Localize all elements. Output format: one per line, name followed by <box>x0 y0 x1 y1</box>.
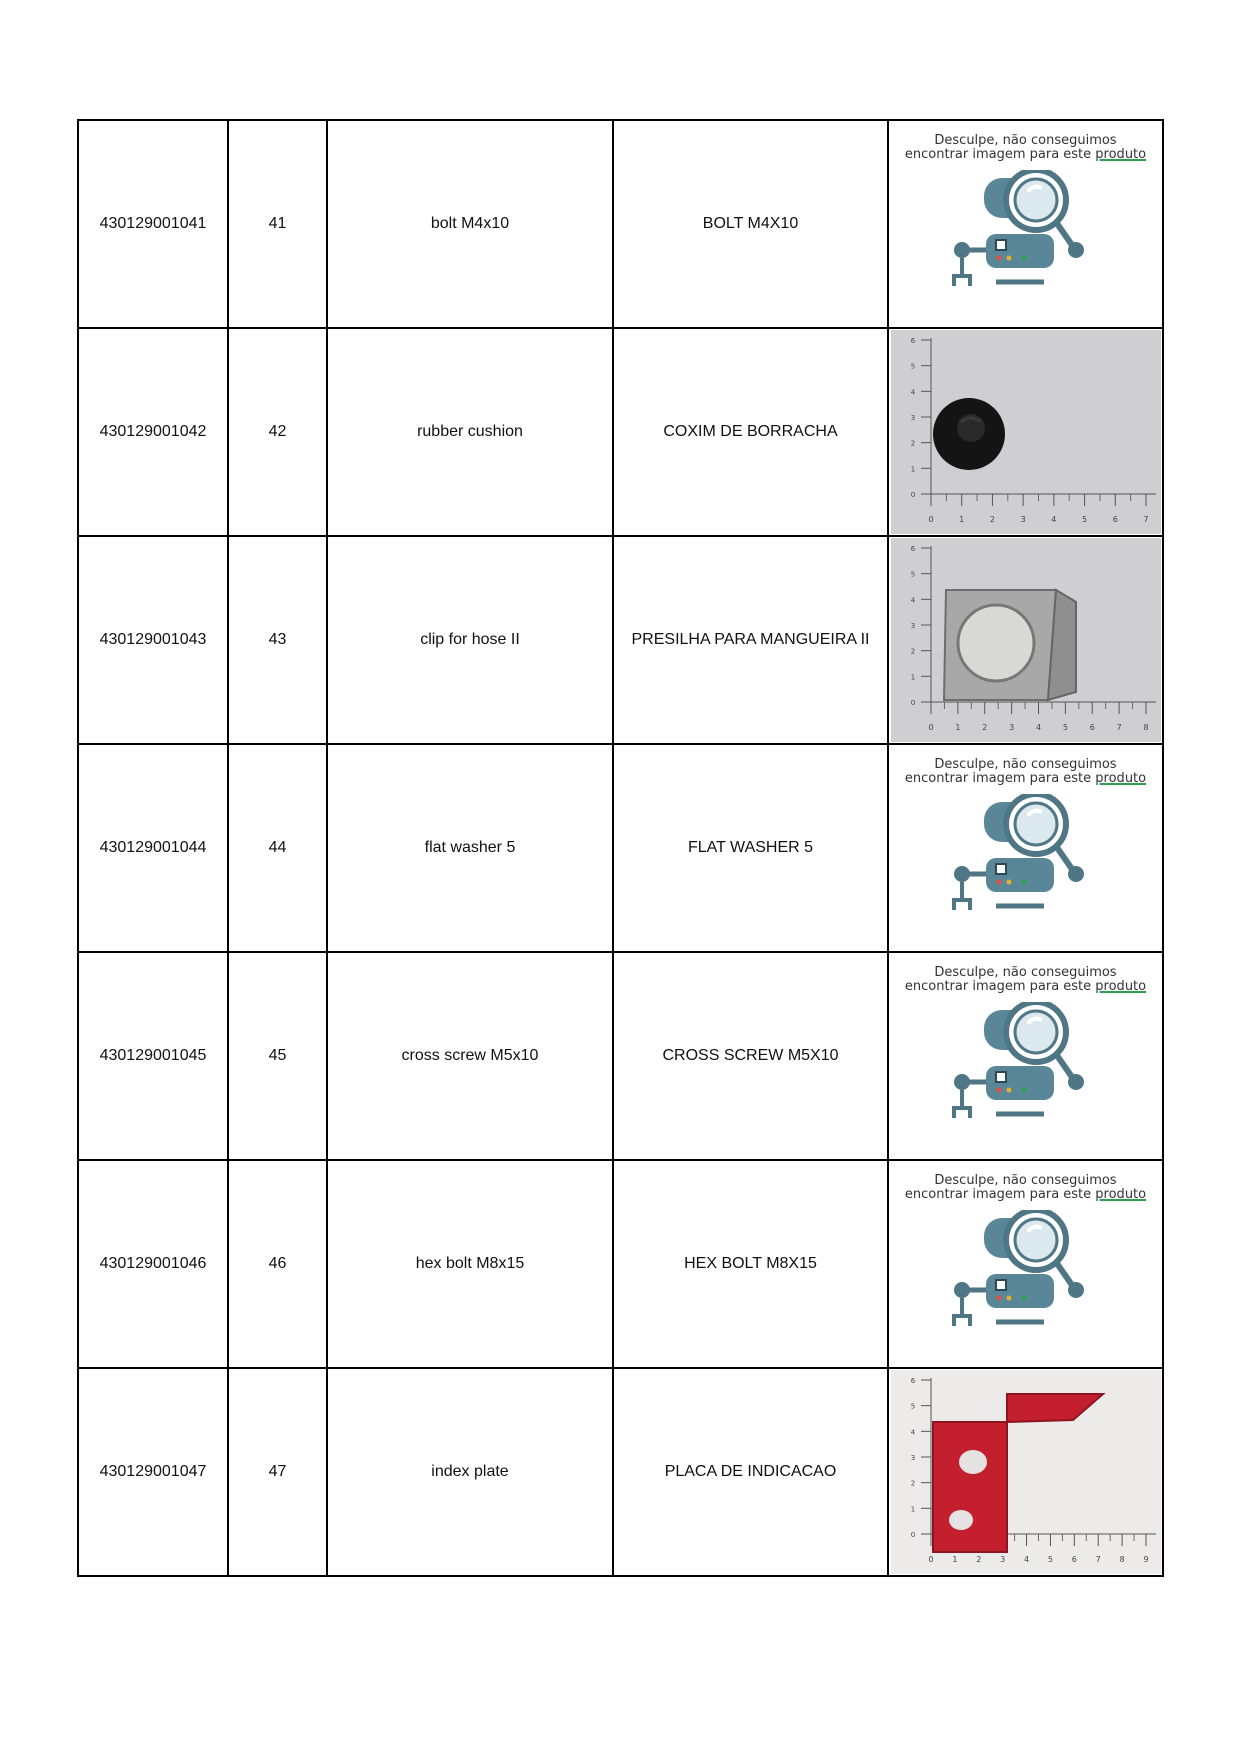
svg-text:8: 8 <box>1119 1555 1125 1564</box>
table-row <box>78 1160 1163 1368</box>
description-en-cell: flat washer 5 <box>327 744 613 952</box>
svg-text:8: 8 <box>1142 723 1149 732</box>
no-image-line2-text: encontrar imagem para este <box>904 979 1096 994</box>
svg-text:5: 5 <box>1047 1555 1053 1564</box>
robot-magnifier-icon <box>946 170 1106 320</box>
description-pt-cell: BOLT M4X10 <box>613 120 888 328</box>
robot-magnifier-icon <box>946 1002 1106 1152</box>
svg-text:3: 3 <box>910 622 915 630</box>
svg-text:6: 6 <box>1112 515 1118 524</box>
photo-rubber-cushion <box>891 330 1161 534</box>
item-number-cell: 44 <box>228 744 327 952</box>
svg-text:4: 4 <box>1023 1555 1029 1564</box>
no-image-line2 <box>891 1188 1161 1202</box>
svg-text:3: 3 <box>999 1555 1005 1564</box>
no-image-placeholder <box>891 122 1161 326</box>
table-row <box>78 744 1163 952</box>
part-image-cell <box>888 1368 1163 1576</box>
part-code-cell: 430129001041 <box>78 120 228 328</box>
table-row <box>78 952 1163 1160</box>
no-image-line1: Desculpe, não conseguimos <box>934 1173 1117 1188</box>
no-image-placeholder <box>891 1162 1161 1366</box>
svg-text:4: 4 <box>910 596 915 605</box>
svg-text:5: 5 <box>1081 515 1087 524</box>
svg-text:7: 7 <box>1142 515 1149 524</box>
description-pt-cell: HEX BOLT M8X15 <box>613 1160 888 1368</box>
table-row <box>78 328 1163 536</box>
no-image-line2 <box>891 980 1161 994</box>
part-image-cell <box>888 328 1163 536</box>
table-row <box>78 120 1163 328</box>
svg-text:4: 4 <box>910 388 915 397</box>
part-image-cell <box>888 952 1163 1160</box>
svg-text:5: 5 <box>910 362 915 371</box>
no-image-product-link: produto <box>1095 147 1147 162</box>
description-pt-cell: PRESILHA PARA MANGUEIRA II <box>613 536 888 744</box>
svg-text:5: 5 <box>1062 723 1068 732</box>
svg-text:1: 1 <box>910 1505 915 1514</box>
svg-text:2: 2 <box>981 723 987 732</box>
svg-text:3: 3 <box>1008 723 1014 732</box>
no-image-line2-text: encontrar imagem para este <box>904 147 1096 162</box>
svg-text:3: 3 <box>910 414 915 422</box>
svg-text:2: 2 <box>910 1479 915 1488</box>
item-number-cell: 42 <box>228 328 327 536</box>
no-image-product-link: produto <box>1095 771 1147 786</box>
svg-text:0: 0 <box>910 699 915 707</box>
svg-text:1: 1 <box>910 673 915 682</box>
part-code-cell: 430129001042 <box>78 328 228 536</box>
svg-text:0: 0 <box>927 1555 934 1564</box>
svg-text:4: 4 <box>1035 723 1041 732</box>
no-image-line1: Desculpe, não conseguimos <box>934 133 1117 148</box>
svg-text:6: 6 <box>910 1377 915 1385</box>
svg-text:6: 6 <box>910 337 915 345</box>
svg-text:5: 5 <box>910 570 915 579</box>
part-image-cell <box>888 744 1163 952</box>
no-image-message <box>891 966 1161 994</box>
svg-text:6: 6 <box>1071 1555 1077 1564</box>
photo-index-plate <box>891 1370 1161 1574</box>
description-en-cell: clip for hose II <box>327 536 613 744</box>
part-image-cell <box>888 120 1163 328</box>
svg-text:7: 7 <box>1116 723 1122 732</box>
svg-text:0: 0 <box>910 1531 915 1539</box>
no-image-product-link: produto <box>1095 979 1147 994</box>
svg-text:9: 9 <box>1142 1555 1149 1564</box>
svg-text:4: 4 <box>1050 515 1056 524</box>
no-image-message <box>891 758 1161 786</box>
part-image-cell <box>888 1160 1163 1368</box>
part-code-cell: 430129001046 <box>78 1160 228 1368</box>
svg-text:0: 0 <box>927 723 934 732</box>
no-image-placeholder <box>891 954 1161 1158</box>
svg-text:6: 6 <box>910 545 915 553</box>
no-image-placeholder <box>891 746 1161 950</box>
no-image-line2-text: encontrar imagem para este <box>904 771 1096 786</box>
no-image-line1: Desculpe, não conseguimos <box>934 965 1117 980</box>
description-en-cell: rubber cushion <box>327 328 613 536</box>
description-pt-cell: PLACA DE INDICACAO <box>613 1368 888 1576</box>
svg-text:2: 2 <box>910 439 915 448</box>
part-code-cell: 430129001047 <box>78 1368 228 1576</box>
description-en-cell: cross screw M5x10 <box>327 952 613 1160</box>
svg-text:3: 3 <box>910 1454 915 1462</box>
item-number-cell: 45 <box>228 952 327 1160</box>
description-en-cell: bolt M4x10 <box>327 120 613 328</box>
no-image-line1: Desculpe, não conseguimos <box>934 757 1117 772</box>
svg-text:1: 1 <box>958 515 964 524</box>
no-image-line2-text: encontrar imagem para este <box>904 1187 1096 1202</box>
part-code-cell: 430129001043 <box>78 536 228 744</box>
part-image-cell <box>888 536 1163 744</box>
item-number-cell: 43 <box>228 536 327 744</box>
svg-text:0: 0 <box>910 491 915 499</box>
item-number-cell: 46 <box>228 1160 327 1368</box>
svg-text:0: 0 <box>927 515 934 524</box>
svg-text:2: 2 <box>910 647 915 656</box>
description-pt-cell: COXIM DE BORRACHA <box>613 328 888 536</box>
table-row <box>78 536 1163 744</box>
table-row <box>78 1368 1163 1576</box>
no-image-message <box>891 1174 1161 1202</box>
svg-text:7: 7 <box>1095 1555 1101 1564</box>
item-number-cell: 47 <box>228 1368 327 1576</box>
svg-text:4: 4 <box>910 1428 915 1437</box>
parts-table <box>77 119 1164 1577</box>
svg-text:5: 5 <box>910 1402 915 1411</box>
svg-text:2: 2 <box>975 1555 981 1564</box>
no-image-message <box>891 134 1161 162</box>
item-number-cell: 41 <box>228 120 327 328</box>
robot-magnifier-icon <box>946 794 1106 944</box>
description-pt-cell: CROSS SCREW M5X10 <box>613 952 888 1160</box>
part-code-cell: 430129001044 <box>78 744 228 952</box>
svg-text:1: 1 <box>910 465 915 474</box>
no-image-line2 <box>891 772 1161 786</box>
svg-text:2: 2 <box>989 515 995 524</box>
no-image-product-link: produto <box>1095 1187 1147 1202</box>
svg-text:3: 3 <box>1020 515 1026 524</box>
svg-text:6: 6 <box>1089 723 1095 732</box>
description-pt-cell: FLAT WASHER 5 <box>613 744 888 952</box>
no-image-line2 <box>891 148 1161 162</box>
svg-text:1: 1 <box>951 1555 957 1564</box>
svg-text:1: 1 <box>954 723 960 732</box>
description-en-cell: hex bolt M8x15 <box>327 1160 613 1368</box>
robot-magnifier-icon <box>946 1210 1106 1360</box>
part-code-cell: 430129001045 <box>78 952 228 1160</box>
description-en-cell: index plate <box>327 1368 613 1576</box>
photo-hose-clip <box>891 538 1161 742</box>
